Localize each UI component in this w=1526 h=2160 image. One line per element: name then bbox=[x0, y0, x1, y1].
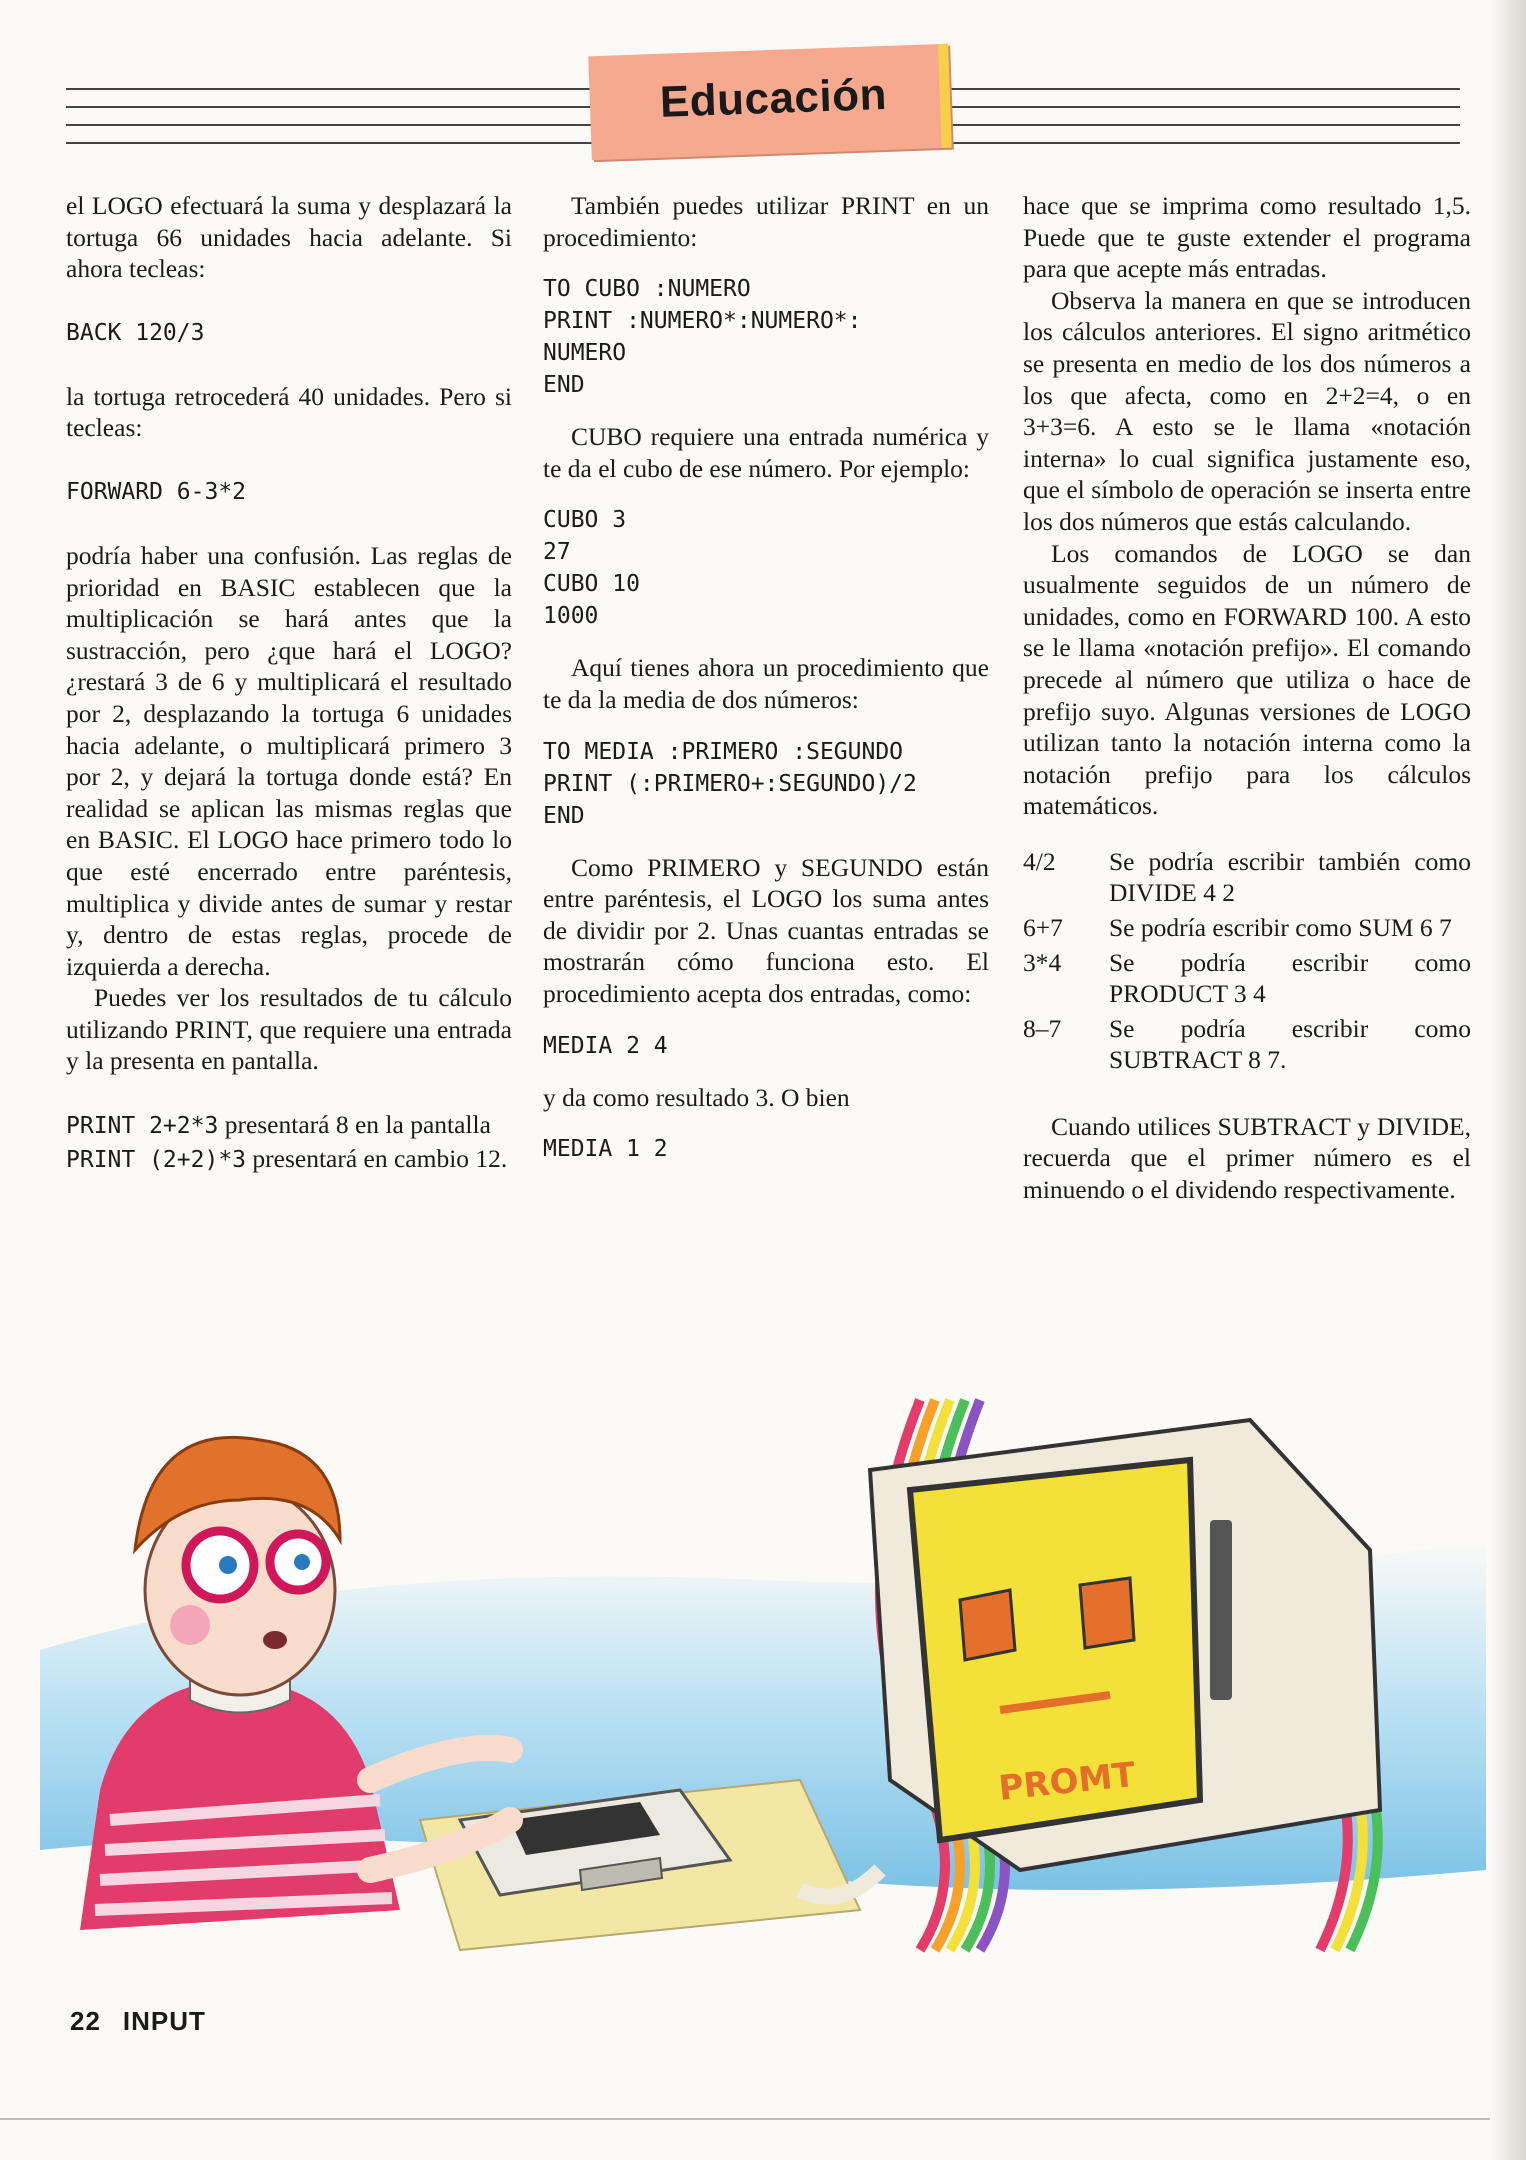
illustration-boy-and-computer bbox=[40, 1350, 1486, 1970]
section-title: Educación bbox=[659, 69, 888, 127]
paragraph: CUBO requiere una entrada numérica y te da el cubo de ese número. Por ejemplo: bbox=[543, 422, 989, 483]
code-block: MEDIA 2 4 bbox=[543, 1032, 668, 1059]
inline-text: presentará en cambio 12. bbox=[246, 1143, 508, 1173]
column-3 bbox=[1023, 190, 1471, 1206]
print-example-2 bbox=[66, 1143, 512, 1177]
op-cell: 6+7 bbox=[1023, 912, 1063, 942]
notation-table bbox=[1023, 846, 1471, 1079]
magazine-name: INPUT bbox=[122, 2006, 206, 2036]
inline-code: PRINT 2+2*3 bbox=[66, 1113, 219, 1140]
code-block: CUBO 3 27 CUBO 10 1000 bbox=[543, 507, 640, 630]
monitor-screen-text: PROMT bbox=[996, 1754, 1138, 1809]
desc-cell: Se podría escribir como PRODUCT 3 4 bbox=[1109, 947, 1471, 1008]
table-row bbox=[1023, 846, 1471, 912]
inline-code: PRINT (2+2)*3 bbox=[66, 1146, 247, 1173]
paragraph: Como PRIMERO y SEGUNDO están entre paréntesis, el LOGO los suma antes de dividir por 2. Unas cuantas entradas se mostrarán cómo funciona esto. El procedimiento acepta dos entradas, como: bbox=[543, 852, 989, 1008]
page-number: 22 bbox=[70, 2006, 101, 2036]
desc-cell: Se podría escribir también como DIVIDE 4 2 bbox=[1109, 846, 1471, 907]
bottom-trim-line bbox=[0, 2118, 1490, 2120]
desc-cell: Se podría escribir como SUM 6 7 bbox=[1109, 912, 1452, 942]
paragraph: Los comandos de LOGO se dan usualmente seguidos de un número de unidades, como en FORWARD 100. A esto se le llama «notación prefijo». El comando precede al número que utiliza o hace de prefijo suyo. Algunas versiones de LOGO utilizan tanto la notación interna como la notación prefijo para los cálculos matemáticos. bbox=[1023, 538, 1471, 821]
paragraph: podría haber una confusión. Las reglas de prioridad en BASIC establecen que la multiplicación se hará antes que la sustracción, pero ¿que hará el LOGO? ¿restará 3 de 6 y multiplicará el resultado por 2, desplazando la tortuga 6 unidades hacia adelante, o multiplicará primero 3 por 2, y dejará la tortuga donde está? En realidad se aplican las mismas reglas que en BASIC. El LOGO hace primero todo lo que esté encerrado entre paréntesis, multiplica y divide antes de sumar y restar y, dentro de estas reglas, procede de izquierda a derecha. bbox=[66, 540, 512, 981]
code-block: TO MEDIA :PRIMERO :SEGUNDO PRINT (:PRIMERO+:SEGUNDO)/2 END bbox=[543, 738, 917, 829]
column-2 bbox=[543, 190, 989, 1165]
section-header-tab bbox=[588, 44, 951, 161]
op-cell: 3*4 bbox=[1023, 947, 1062, 977]
paragraph: el LOGO efectuará la suma y desplazará la tortuga 66 unidades hacia adelante. Si ahora tecleas: bbox=[66, 191, 512, 284]
paragraph: hace que se imprima como resultado 1,5. Puede que te guste extender el programa para que acepte más entradas. bbox=[1023, 191, 1471, 284]
paragraph: la tortuga retrocederá 40 unidades. Pero si tecleas: bbox=[66, 381, 512, 443]
page-edge-shadow bbox=[1490, 0, 1526, 2160]
desc-cell: Se podría escribir como SUBTRACT 8 7. bbox=[1109, 1013, 1471, 1074]
code-block: FORWARD 6-3*2 bbox=[66, 478, 247, 505]
paragraph: Aquí tienes ahora un procedimiento que te da la media de dos números: bbox=[543, 653, 989, 714]
code-block: MEDIA 1 2 bbox=[543, 1136, 668, 1163]
column-1 bbox=[66, 190, 512, 1176]
table-row bbox=[1023, 912, 1471, 947]
op-cell: 4/2 bbox=[1023, 846, 1056, 876]
page-footer bbox=[70, 2006, 228, 2037]
op-cell: 8–7 bbox=[1023, 1013, 1062, 1043]
paragraph: También puedes utilizar PRINT en un procedimiento: bbox=[543, 191, 989, 252]
paragraph: Puedes ver los resultados de tu cálculo utilizando PRINT, que requiere una entrada y la presenta en pantalla. bbox=[66, 983, 512, 1076]
inline-text: presentará 8 en la pantalla bbox=[218, 1110, 491, 1140]
paragraph: y da como resultado 3. O bien bbox=[543, 1082, 850, 1112]
print-example-1 bbox=[66, 1109, 512, 1143]
code-block: BACK 120/3 bbox=[66, 319, 205, 346]
paragraph: Observa la manera en que se introducen los cálculos anteriores. El signo aritmético se presenta en medio de los dos números a los que afecta, como en 2+2=4, o en 3+3=6. A esto se le llama «notación interna» lo cual significa justamente eso, que el símbolo de operación se inserta entre los dos números que estás calculando. bbox=[1023, 285, 1471, 536]
code-block: TO CUBO :NUMERO PRINT :NUMERO*:NUMERO*: NUMERO END bbox=[543, 276, 862, 399]
paragraph: Cuando utilices SUBTRACT y DIVIDE, recuerda que el primer número es el minuendo o el dividendo respectivamente. bbox=[1023, 1111, 1471, 1205]
table-row bbox=[1023, 1013, 1471, 1079]
table-row bbox=[1023, 947, 1471, 1013]
